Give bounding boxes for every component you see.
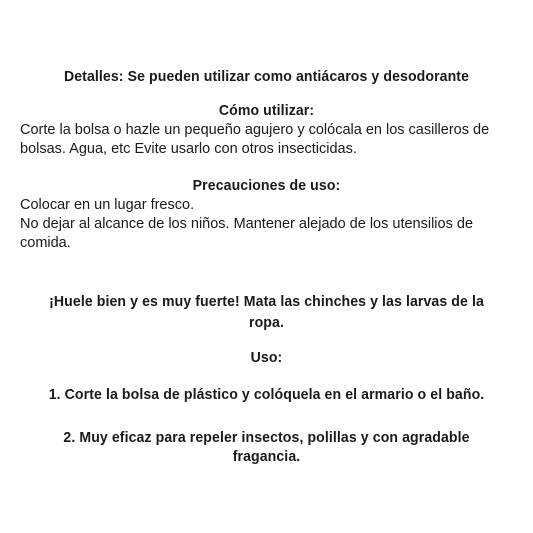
details-heading (0, 68, 533, 85)
how-to-use-line: Corte la bolsa o hazle un pequeño agujero y colócala en los casilleros de (20, 122, 490, 138)
smell-claim (0, 291, 533, 333)
how-to-use-line: bolsas. Agua, etc Evite usarlo con otros insecticidas. (20, 141, 357, 157)
usage-step-1-text: 1. Corte la bolsa de plástico y colóquela en el armario o el baño. (48, 386, 485, 403)
usage-heading (0, 349, 533, 366)
how-to-use-heading (0, 102, 533, 119)
precautions-title: Precauciones de uso: (192, 177, 341, 194)
smell-claim-line: ¡Huele bien y es muy fuerte! Mata las chinches y las larvas de la (49, 293, 484, 310)
usage-step-1 (0, 386, 533, 403)
details-text: Detalles: Se pueden utilizar como antiácaros y desodorante (63, 68, 470, 85)
usage-step-2-line: 2. Muy eficaz para repeler insectos, polillas y con agradable (63, 429, 470, 446)
how-to-use-title: Cómo utilizar: (218, 102, 315, 119)
precautions-heading (0, 177, 533, 194)
precautions-line: Colocar en un lugar fresco. (20, 197, 195, 213)
smell-claim-line: ropa. (249, 314, 284, 331)
precautions-body (20, 196, 525, 253)
precautions-line: No dejar al alcance de los niños. Mantener alejado de los utensilios de (20, 216, 474, 232)
usage-step-2-line: fragancia. (232, 448, 301, 465)
usage-step-2 (0, 428, 533, 466)
precautions-line: comida. (20, 235, 71, 251)
how-to-use-body (20, 121, 525, 159)
usage-title: Uso: (250, 349, 283, 366)
